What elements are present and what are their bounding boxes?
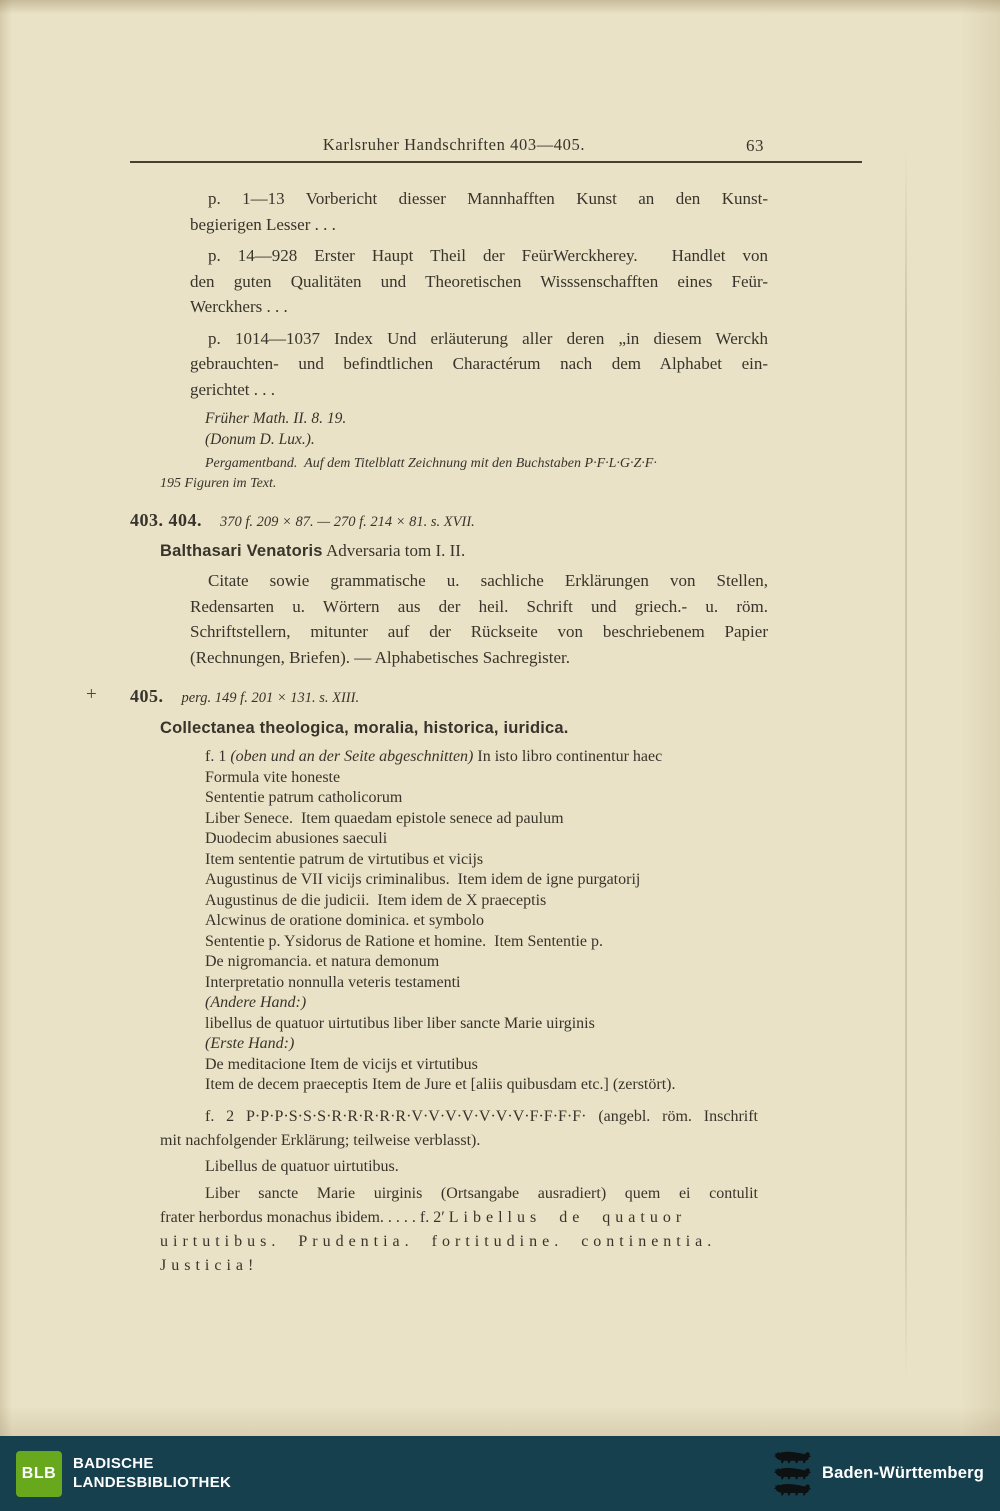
- header-rule: [130, 161, 862, 163]
- bw-coat-of-arms-icon: [774, 1448, 812, 1500]
- list-item: Formula vite honeste: [205, 768, 341, 786]
- entry-405-title: Collectanea theologica, moralia, historica, iuridica.: [160, 718, 569, 737]
- entry-403-description: Citate sowie grammatische u. sachliche Erklärungen von Stellen, Redensarten u. Wörtern aus der heil. Schrift und griech.- u. röm. Schriftstellern, mitunter auf der Rückseite von beschriebenem Papier (Rechnungen, Briefen). — Alphabetisches Sachregister.: [190, 571, 768, 667]
- list-item: libellus de quatuor uirtutibus liber liber sancte Marie uirginis: [205, 1014, 595, 1032]
- state-logo-link[interactable]: [774, 1448, 984, 1500]
- entry-meta: 370 f. 209 × 87. — 270 f. 214 × 81. s. XVII.: [220, 514, 475, 530]
- marginal-plus-mark: +: [86, 684, 97, 705]
- library-name: [73, 1455, 231, 1493]
- entry-meta: perg. 149 f. 201 × 131. s. XIII.: [181, 690, 360, 706]
- entry-number: 405.: [130, 686, 164, 706]
- list-item: Sententie p. Ysidorus de Ratione et homine. Item Sententie p.: [205, 932, 603, 950]
- paragraph-haupttheil: p. 14—928 Erster Haupt Theil der FeürWerckherey. Handlet von den guten Qualitäten und Theoretischen Wisssenschafften eines Feür- Werckhers . . .: [190, 246, 768, 316]
- entry-403-404: [130, 508, 778, 536]
- list-item: Interpretatio nonnulla veteris testamenti: [205, 973, 461, 991]
- binding-note: Pergamentband. Auf dem Titelblatt Zeichnung mit den Buchstaben P·F·L·G·Z·F· 195 Figuren im Text.: [160, 456, 657, 491]
- list-item: Alcwinus de oratione dominica. et symbolo: [205, 912, 485, 929]
- running-header: [130, 132, 778, 156]
- list-item: Item sententie patrum de virtutibus et vicijs: [205, 850, 484, 868]
- blb-logo-icon[interactable]: [16, 1451, 62, 1497]
- list-item: Sententie patrum catholicorum: [205, 789, 403, 806]
- page-number: 63: [746, 136, 764, 155]
- folio-2-note: f. 2 P·P·P·S·S·S·R·R·R·R·R·V·V·V·V·V·V·V·F·F·F·F· (angebl. röm. Inschrift mit nachfolgender Erklärung; teilweise verblasst).: [160, 1107, 758, 1149]
- library-name-line1: BADISCHE: [73, 1454, 154, 1472]
- blb-logo-text: BLB: [21, 1464, 57, 1482]
- page-crease: [905, 150, 907, 1380]
- paragraph-index: p. 1014—1037 Index Und erläuterung aller deren „in diesem Werckh gebrauchten- und befindtlichen Charactérum nach dem Alphabet ein- gerichtet . . .: [190, 328, 768, 399]
- entry-405: [86, 684, 778, 712]
- catalog-page-content: [86, 132, 778, 1278]
- entry-title-rest: Adversaria tom I. II.: [322, 540, 466, 560]
- provenance-notes: [205, 408, 778, 450]
- library-name-line2: LANDESBIBLIOTHEK: [73, 1473, 232, 1491]
- entry-number: 403. 404.: [130, 510, 202, 530]
- hand-note: (Andere Hand:): [205, 994, 307, 1011]
- list-item: Item de decem praeceptis Item de Jure et [aliis quibusdam etc.] (zerstört).: [205, 1076, 676, 1093]
- hand-note: (Erste Hand:): [205, 1035, 295, 1052]
- entry-403-title: [160, 538, 778, 565]
- list-item: Augustinus de VII vicijs criminalibus. Item idem de igne purgatorij: [205, 871, 641, 888]
- entry-405-contents-list: [205, 747, 778, 1096]
- entry-author: Balthasari Venatoris: [160, 541, 323, 560]
- note-donum: (Donum D. Lux.).: [205, 431, 315, 448]
- list-item: De nigromancia. et natura demonum: [205, 953, 440, 970]
- final-paragraph: Liber sancte Marie uirginis (Ortsangabe ausradiert) quem ei contulit frater herbordus monachus ibidem. . . . . f. 2′ Libellus de quatuor uirtutibus. Prudentia. fortitudine. continentia. Justicia!: [160, 1184, 758, 1274]
- footer-bar: [0, 1436, 1000, 1511]
- list-item: Duodecim abusiones saeculi: [205, 830, 388, 847]
- list-item: Augustinus de die judicii. Item idem de X praeceptis: [205, 891, 547, 909]
- paragraph-vorbericht: p. 1—13 Vorbericht diesser Mannhafften Kunst an den Kunst- begierigen Lesser . . .: [190, 189, 768, 234]
- list-item: Liber Senece. Item quaedam epistole senece ad paulum: [205, 809, 564, 827]
- state-name: Baden-Württemberg: [822, 1464, 984, 1482]
- header-title: Karlsruher Handschriften 403—405.: [322, 135, 586, 154]
- list-item: f. 1 (oben und an der Seite abgeschnitten) In isto libro continentur haec: [205, 748, 663, 765]
- blb-logo-link[interactable]: [16, 1451, 231, 1497]
- list-item: De meditacione Item de vicijs et virtutibus: [205, 1055, 478, 1073]
- note-frueher: Früher Math. II. 8. 19.: [205, 410, 347, 427]
- libellus-line: Libellus de quatuor uirtutibus.: [205, 1157, 399, 1175]
